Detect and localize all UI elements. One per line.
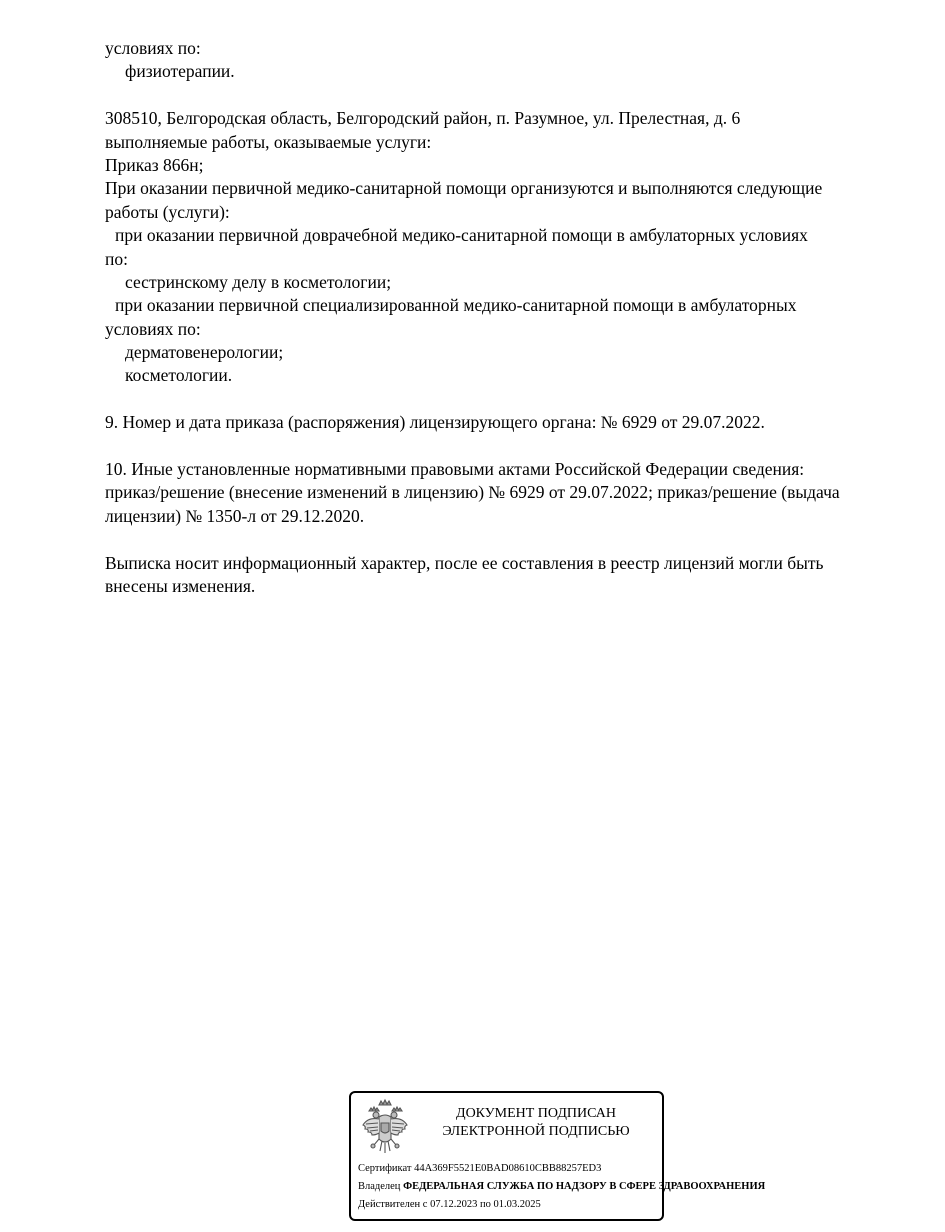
text-line: физиотерапии. — [125, 61, 235, 82]
owner-line — [358, 1181, 765, 1192]
text-line: при оказании первичной специализированной медико-санитарной помощи в амбулаторных — [115, 295, 797, 316]
blank-line — [105, 84, 920, 107]
certificate-line — [358, 1163, 601, 1174]
order-number-line: 9. Номер и дата приказа (распоряжения) лицензирующего органа: № 6929 от 29.07.2022. — [105, 412, 765, 433]
text-line: Приказ 866н; — [105, 154, 204, 175]
text-line: по: — [105, 248, 128, 269]
document-body — [105, 37, 920, 598]
blank-line — [105, 388, 920, 411]
owner-label: Владелец — [358, 1181, 401, 1192]
text-line: работы (услуги): — [105, 201, 230, 222]
russian-coat-of-arms-icon — [360, 1099, 410, 1161]
text-line: приказ/решение (внесение изменений в лицензию) № 6929 от 29.07.2022; приказ/решение (выдача — [105, 482, 840, 503]
text-line: При оказании первичной медико-санитарной помощи организуются и выполняются следующие — [105, 178, 823, 199]
text-line: выполняемые работы, оказываемые услуги: — [105, 131, 432, 152]
text-line: условиях по: — [105, 318, 201, 339]
blank-line — [105, 435, 920, 458]
text-line: лицензии) № 1350-л от 29.12.2020. — [105, 505, 365, 526]
electronic-signature-stamp — [349, 1091, 766, 1221]
stamp-title-line: ЭЛЕКТРОННОЙ ПОДПИСЬЮ — [442, 1124, 630, 1139]
owner-value: ФЕДЕРАЛЬНАЯ СЛУЖБА ПО НАДЗОРУ В СФЕРЕ ЗДРАВООХРАНЕНИЯ — [403, 1181, 766, 1192]
stamp-title-line: ДОКУМЕНТ ПОДПИСАН — [456, 1106, 616, 1121]
disclaimer-line: Выписка носит информационный характер, после ее составления в реестр лицензий могли быть — [105, 552, 824, 573]
stamp-title — [411, 1105, 661, 1141]
text-line: при оказании первичной доврачебной медико-санитарной помощи в амбулаторных условиях — [115, 225, 808, 246]
certificate-label: Сертификат — [358, 1163, 412, 1174]
text-line: сестринскому делу в косметологии; — [125, 271, 392, 292]
text-line: дерматовенерологии; — [125, 342, 284, 363]
disclaimer-line: внесены изменения. — [105, 575, 256, 596]
address-line: 308510, Белгородская область, Белгородский район, п. Разумное, ул. Прелестная, д. 6 — [105, 108, 741, 129]
text-line: 10. Иные установленные нормативными правовыми актами Российской Федерации сведения: — [105, 459, 805, 480]
text-line: условиях по: — [105, 38, 201, 58]
validity-line: Действителен с 07.12.2023 по 01.03.2025 — [358, 1199, 541, 1210]
blank-line — [105, 528, 920, 551]
text-line: косметологии. — [125, 365, 233, 386]
certificate-value: 44A369F5521E0BAD08610CBB88257ED3 — [414, 1163, 602, 1174]
